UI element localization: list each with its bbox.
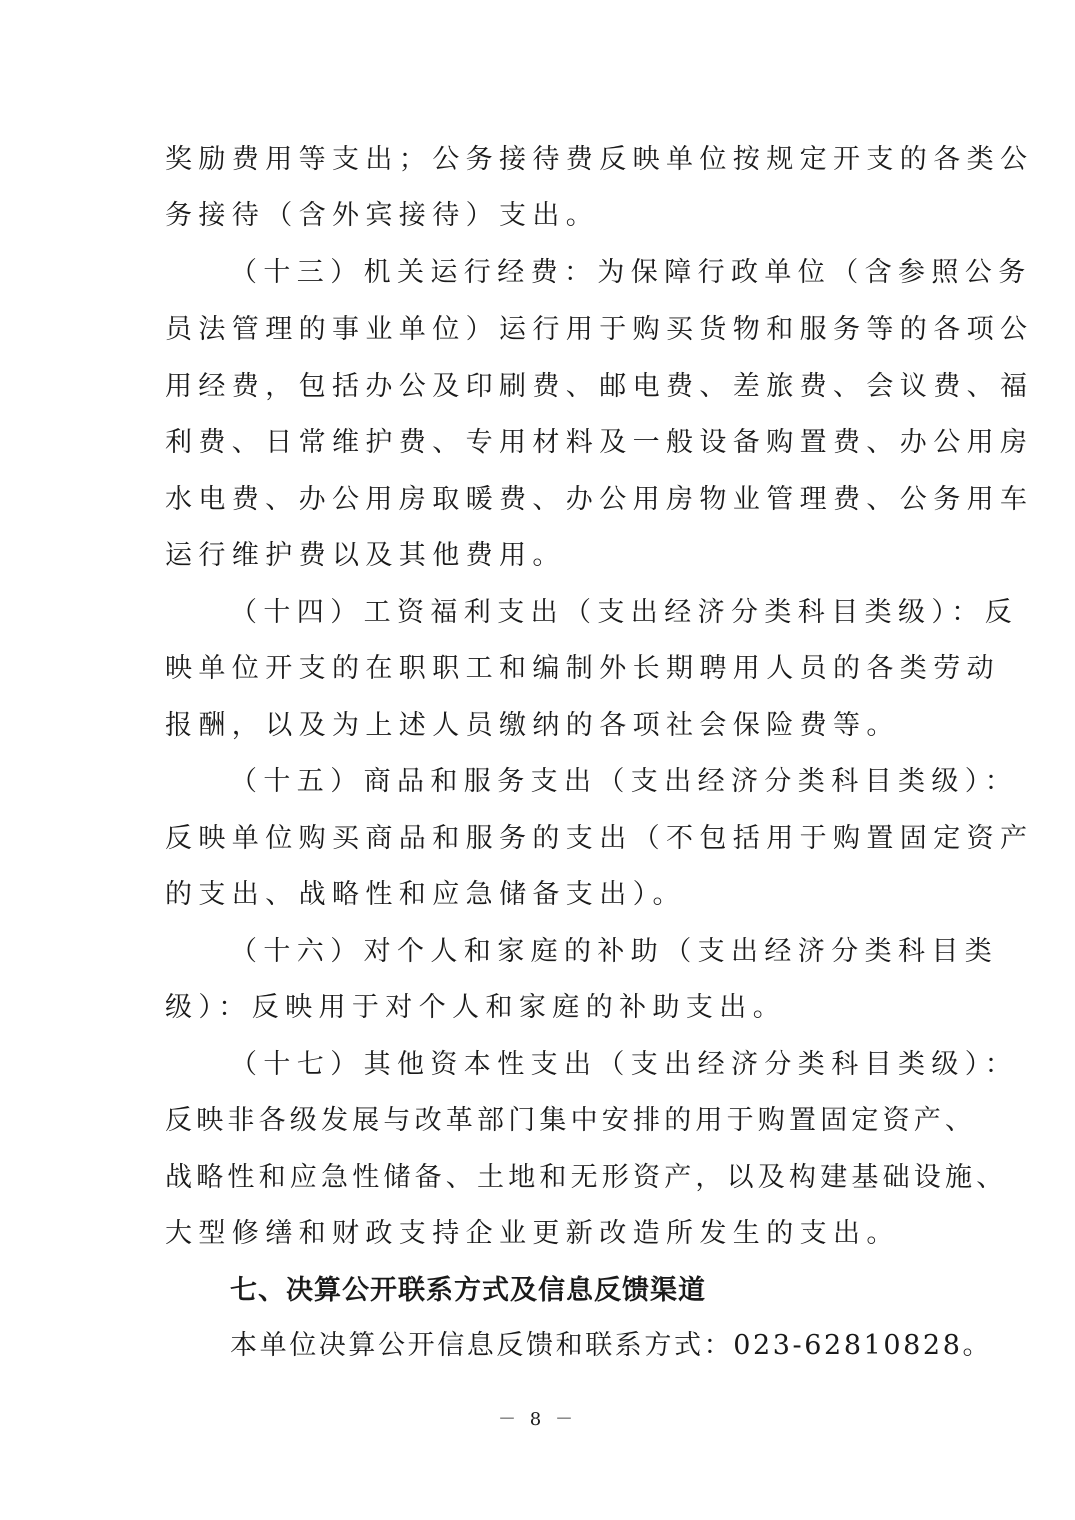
body-text-line: 报酬，以及为上述人员缴纳的各项社会保险费等。 bbox=[165, 710, 900, 741]
body-text-line: 级）：反映用于对个人和家庭的补助支出。 bbox=[165, 992, 787, 1023]
contact-line: 本单位决算公开信息反馈和联系方式：023-62810828。 bbox=[230, 1330, 993, 1361]
body-text-line: （十四）工资福利支出（支出经济分类科目类级）：反 bbox=[230, 597, 1019, 628]
body-text-line: （十五）商品和服务支出（支出经济分类科目类级）： bbox=[230, 766, 1019, 797]
body-text-line: 反映单位购买商品和服务的支出（不包括用于购置固定资产 bbox=[165, 823, 1034, 854]
body-text-line: （十三）机关运行经费：为保障行政单位（含参照公务 bbox=[230, 257, 1032, 288]
body-text-line: （十六）对个人和家庭的补助（支出经济分类科目类 bbox=[230, 936, 999, 967]
body-text-line: 反映非各级发展与改革部门集中安排的用于购置固定资产、 bbox=[165, 1105, 977, 1136]
body-text-line: 运行维护费以及其他费用。 bbox=[165, 540, 566, 571]
body-text-line: 务接待（含外宾接待）支出。 bbox=[165, 200, 600, 231]
body-text-line: 用经费，包括办公及印刷费、邮电费、差旅费、会议费、福 bbox=[165, 371, 1034, 402]
page-number: － 8 － bbox=[498, 1409, 577, 1430]
body-text-line: 水电费、办公用房取暖费、办公用房物业管理费、公务用车 bbox=[165, 484, 1034, 515]
body-text-line: 战略性和应急性储备、土地和无形资产，以及构建基础设施、 bbox=[165, 1162, 1008, 1193]
section-heading: 七、决算公开联系方式及信息反馈渠道 bbox=[230, 1275, 706, 1306]
body-text-line: 大型修缮和财政支持企业更新改造所发生的支出。 bbox=[165, 1218, 900, 1249]
body-text-line: 奖励费用等支出；公务接待费反映单位按规定开支的各类公 bbox=[165, 144, 1034, 175]
body-text-line: 利费、日常维护费、专用材料及一般设备购置费、办公用房 bbox=[165, 427, 1034, 458]
body-text-line: 映单位开支的在职职工和编制外长期聘用人员的各类劳动 bbox=[165, 653, 1000, 684]
body-text-line: 员法管理的事业单位）运行用于购买货物和服务等的各项公 bbox=[165, 314, 1034, 345]
body-text-line: 的支出、战略性和应急储备支出）。 bbox=[165, 879, 686, 910]
body-text-line: （十七）其他资本性支出（支出经济分类科目类级）： bbox=[230, 1049, 1019, 1080]
